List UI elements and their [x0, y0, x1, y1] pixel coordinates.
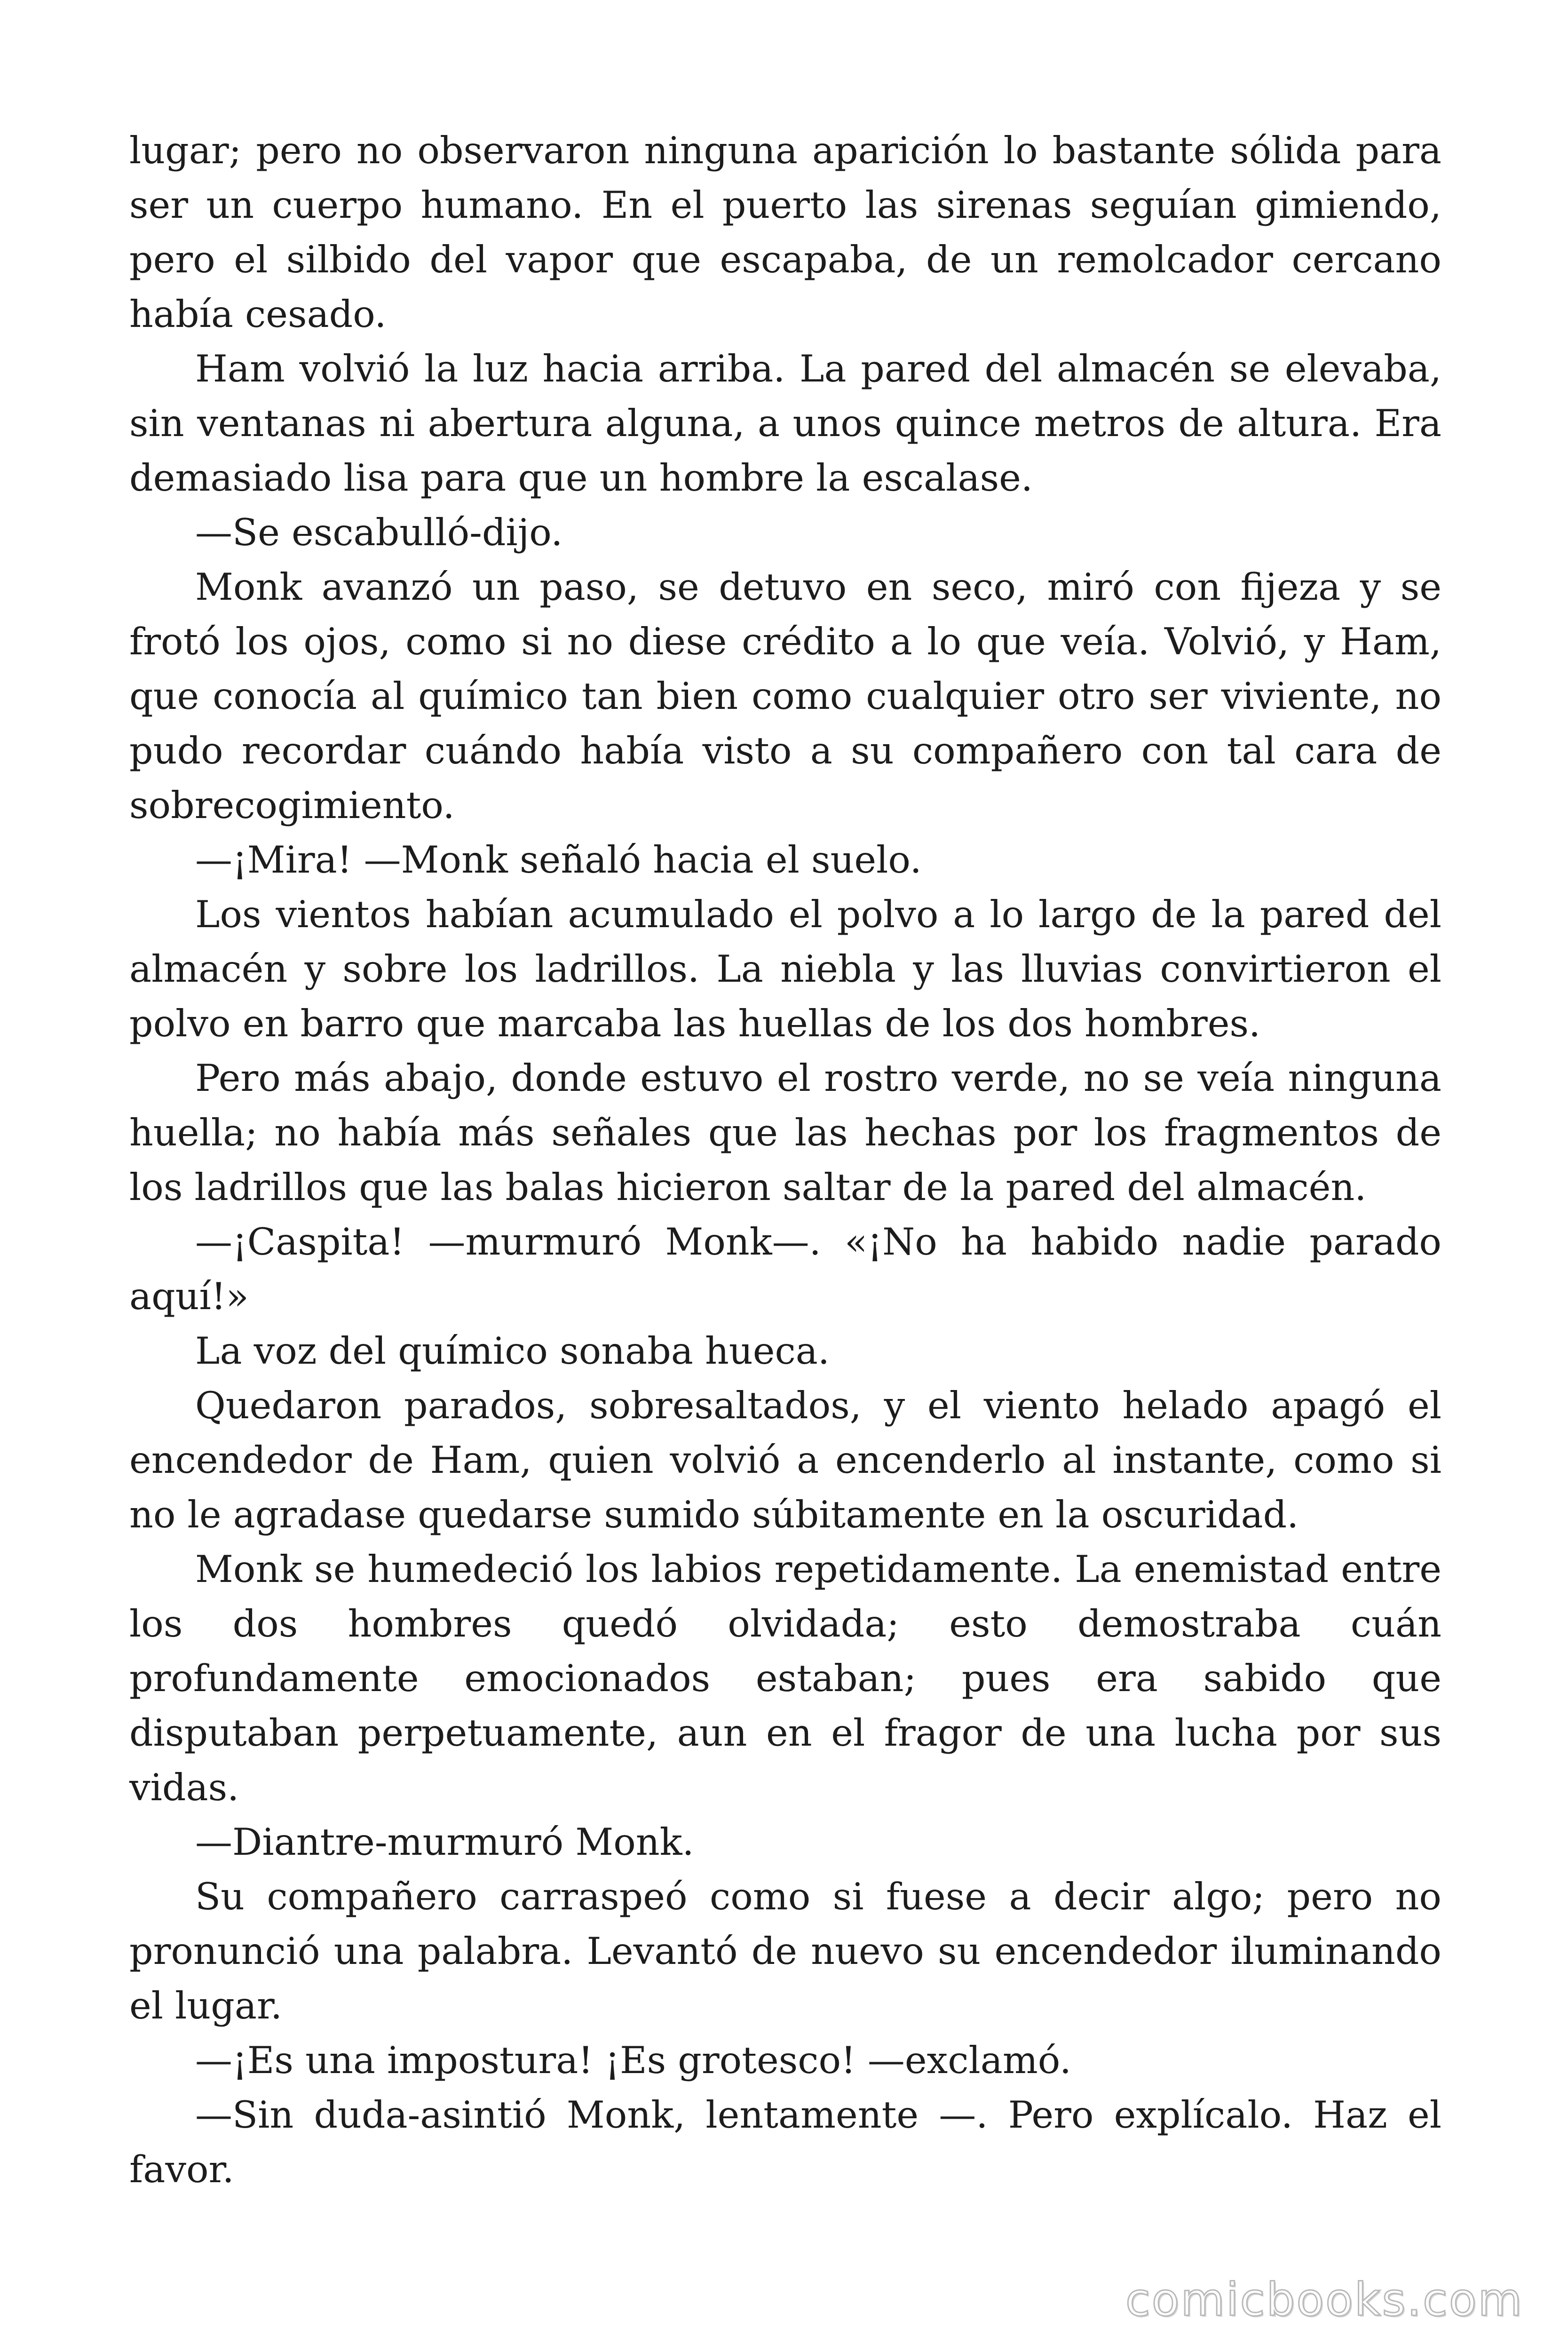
- paragraph: —Sin duda-asintió Monk, lentamente —. Pero explícalo. Haz el favor.: [129, 2093, 1441, 2191]
- paragraph: —Diantre-murmuró Monk.: [195, 1820, 694, 1864]
- paragraph: Monk se humedeció los labios repetidamente. La enemistad entre los dos hombres quedó olvidada; esto demostraba cuán profundamente emocionados estaban; pues era sabido que disputaban perpetuamente, aun en el fragor de una lucha por sus vidas.: [129, 1548, 1441, 1809]
- watermark: comicbooks.com: [1125, 2273, 1523, 2326]
- paragraph: Los vientos habían acumulado el polvo a lo largo de la pared del almacén y sobre los ladrillos. La niebla y las lluvias convirtieron el polvo en barro que marcaba las huellas de los dos hombres.: [129, 893, 1441, 1045]
- paragraph: lugar; pero no observaron ninguna aparición lo bastante sólida para ser un cuerpo humano. En el puerto las sirenas seguían gimiendo, pero el silbido del vapor que escapaba, de un remolcador cercano había cesado.: [129, 129, 1441, 336]
- book-page-text: [129, 123, 1441, 2197]
- paragraph: Ham volvió la luz hacia arriba. La pared del almacén se elevaba, sin ventanas ni abertura alguna, a unos quince metros de altura. Era demasiado lisa para que un hombre la escalase.: [129, 347, 1441, 500]
- paragraph: —¡Mira! —Monk señaló hacia el suelo.: [195, 838, 922, 882]
- paragraph: Su compañero carraspeó como si fuese a decir algo; pero no pronunció una palabra. Levantó de nuevo su encendedor iluminando el lugar.: [129, 1875, 1441, 2027]
- paragraph: Quedaron parados, sobresaltados, y el viento helado apagó el encendedor de Ham, quien volvió a encenderlo al instante, como si no le agradase quedarse sumido súbitamente en la oscuridad.: [129, 1384, 1441, 1536]
- paragraph: La voz del químico sonaba hueca.: [195, 1329, 830, 1373]
- paragraph: Monk avanzó un paso, se detuvo en seco, miró con fijeza y se frotó los ojos, como si no diese crédito a lo que veía. Volvió, y Ham, que conocía al químico tan bien como cualquier otro ser viviente, no pudo recordar cuándo había visto a su compañero con tal cara de sobrecogimiento.: [129, 565, 1441, 827]
- paragraph: —¡Caspita! —murmuró Monk—. «¡No ha habido nadie parado aquí!»: [129, 1220, 1441, 1318]
- paragraph: Pero más abajo, donde estuvo el rostro verde, no se veía ninguna huella; no había más señales que las hechas por los fragmentos de los ladrillos que las balas hicieron saltar de la pared del almacén.: [129, 1057, 1441, 1209]
- paragraph: —Se escabulló-dijo.: [195, 511, 563, 554]
- paragraph: —¡Es una impostura! ¡Es grotesco! —exclamó.: [195, 2039, 1072, 2082]
